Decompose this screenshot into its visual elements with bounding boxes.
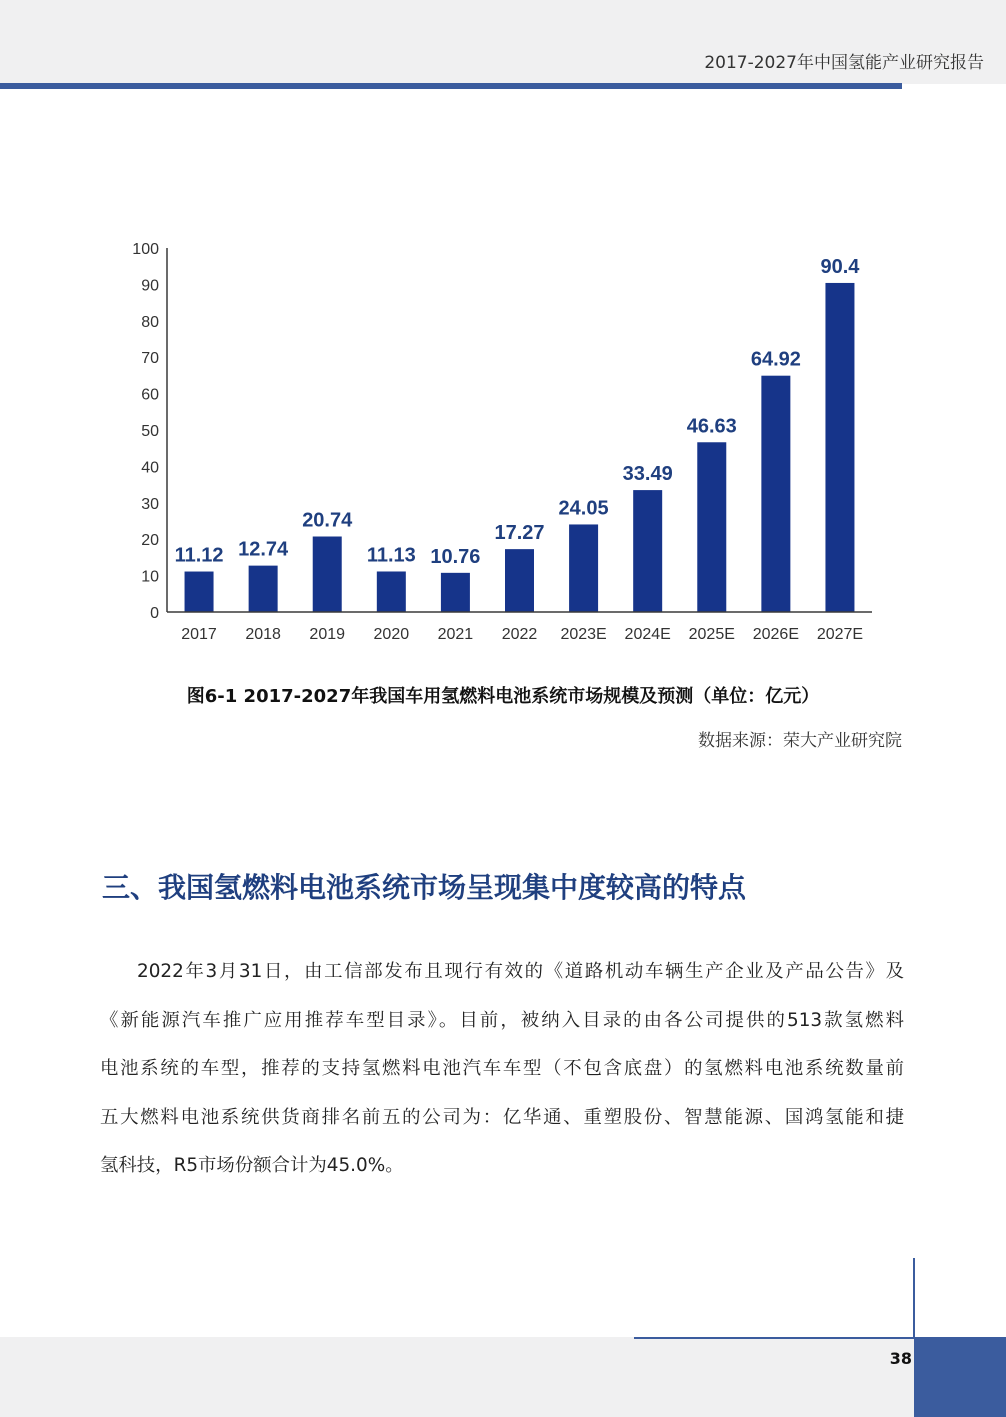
bar (697, 442, 726, 612)
y-tick-label: 90 (141, 277, 159, 295)
body-line: 五大燃料电池系统供货商排名前五的公司为：亿华通、重塑股份、智慧能源、国鸿氢能和捷 (100, 1106, 904, 1128)
bar-value-label: 12.74 (238, 538, 289, 561)
page-number: 38 (889, 1349, 912, 1368)
footer-vertical-rule (913, 1258, 915, 1338)
bar (377, 571, 406, 612)
figure-source: 数据来源：荣大产业研究院 (698, 731, 902, 751)
bar-value-label: 46.63 (686, 415, 737, 438)
footer-band (0, 1337, 1006, 1417)
bar-series (185, 283, 855, 612)
y-tick-label: 80 (141, 313, 159, 331)
report-title: 2017-2027年中国氢能产业研究报告 (704, 53, 984, 73)
bar (249, 566, 278, 612)
y-tick-label: 40 (141, 459, 159, 477)
x-tick-label: 2020 (373, 626, 410, 643)
bar-value-label: 90.4 (820, 255, 860, 278)
bar-value-label: 17.27 (494, 522, 545, 545)
x-tick-label: 2022 (501, 626, 538, 643)
bar-value-label: 11.12 (174, 544, 224, 567)
body-paragraph (100, 948, 904, 1191)
y-tick-label: 30 (141, 495, 159, 513)
y-tick-label: 10 (141, 568, 159, 586)
bar (441, 573, 470, 612)
x-tick-label: 2026E (752, 626, 799, 643)
chart-svg (110, 230, 900, 650)
y-tick-label: 70 (141, 350, 159, 368)
section-heading: 三、我国氢燃料电池系统市场呈现集中度较高的特点 (102, 871, 747, 904)
x-tick-label: 2025E (688, 626, 735, 643)
y-tick-label: 20 (141, 532, 159, 550)
x-tick-label: 2018 (245, 626, 281, 643)
bar (185, 572, 214, 612)
bar-value-label: 24.05 (558, 497, 609, 520)
footer-accent-block (914, 1337, 1006, 1417)
body-line: 电池系统的车型，推荐的支持氢燃料电池汽车车型（不包含底盘）的氢燃料电池系统数量前 (100, 1058, 904, 1079)
body-line: 氢科技，R5市场份额合计为45.0%。 (100, 1155, 404, 1176)
bar (761, 376, 790, 612)
y-tick-label: 50 (141, 423, 159, 440)
value-labels (175, 256, 861, 568)
bar (505, 549, 534, 612)
y-axis-ticks (132, 241, 159, 622)
bar (633, 490, 662, 612)
figure-caption: 图6-1 2017-2027年我国车用氢燃料电池系统市场规模及预测（单位：亿元） (186, 686, 820, 707)
bar-value-label: 20.74 (302, 509, 353, 532)
x-tick-label: 2017 (181, 626, 217, 643)
x-tick-label: 2023E (560, 626, 607, 643)
footer-rule (634, 1337, 914, 1339)
bar (825, 283, 854, 612)
bar-value-label: 10.76 (430, 545, 481, 568)
bar-chart (110, 230, 900, 650)
x-tick-label: 2019 (309, 626, 346, 643)
bar-value-label: 64.92 (750, 348, 801, 371)
y-tick-label: 100 (132, 241, 159, 258)
y-tick-label: 60 (141, 386, 159, 404)
x-axis-ticks (181, 626, 863, 643)
x-tick-label: 2027E (816, 626, 864, 643)
bar-value-label: 11.13 (366, 544, 416, 567)
bar (569, 524, 598, 612)
body-line: 《新能源汽车推广应用推荐车型目录》。目前，被纳入目录的由各公司提供的513款氢燃料 (100, 1009, 904, 1031)
header-rule (0, 83, 902, 89)
bar (313, 537, 342, 612)
body-line: 2022年3月31日，由工信部发布且现行有效的《道路机动车辆生产企业及产品公告》及 (137, 961, 904, 982)
x-tick-label: 2021 (437, 626, 474, 643)
x-tick-label: 2024E (624, 626, 671, 643)
bar-value-label: 33.49 (622, 463, 673, 486)
y-tick-label: 0 (150, 605, 159, 622)
